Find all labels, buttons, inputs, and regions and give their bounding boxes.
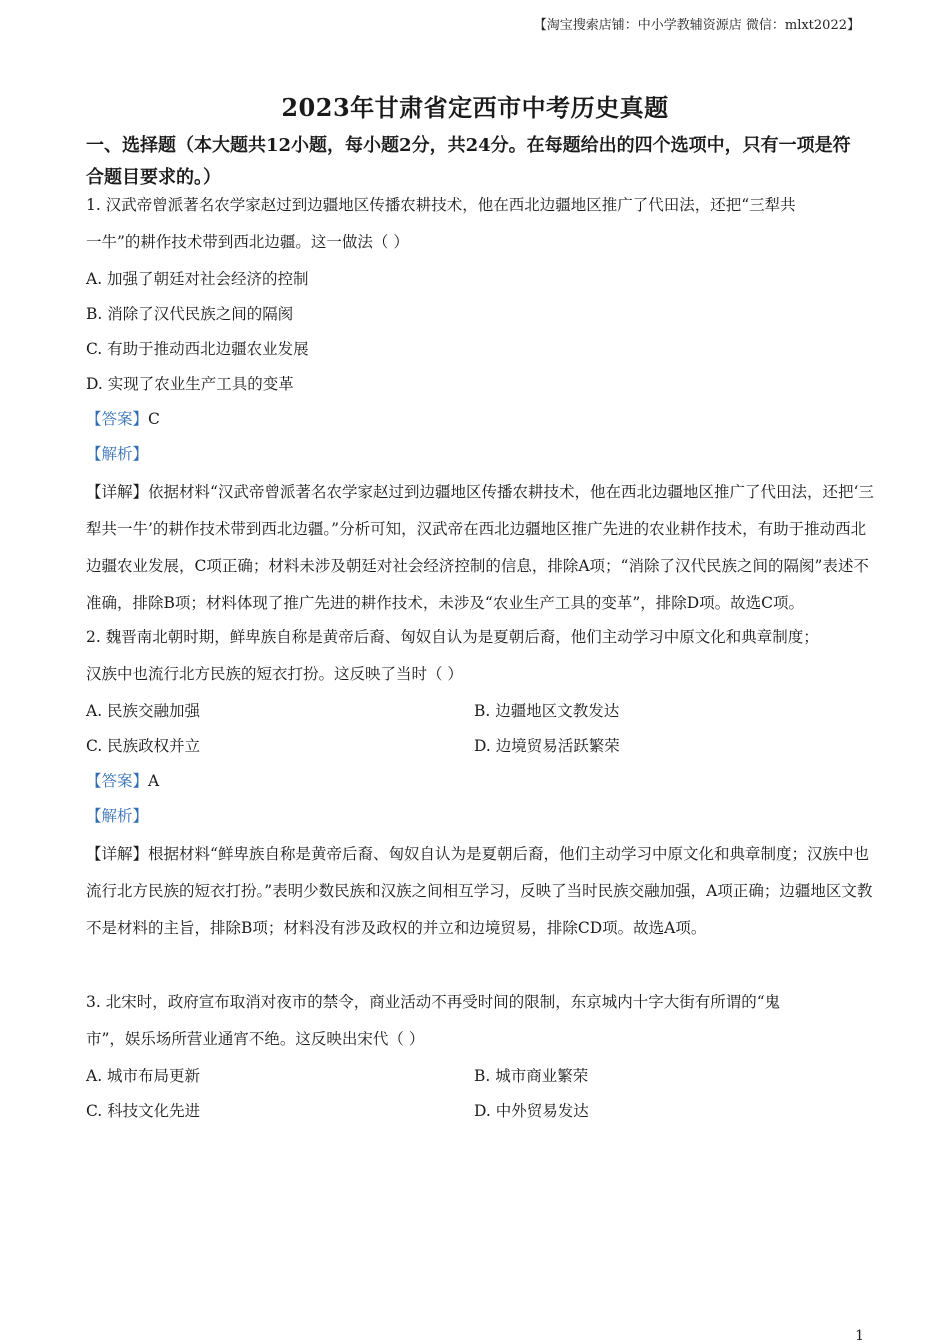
question-1-stem-line1: 1. 汉武帝曾派著名农学家赵过到边疆地区传播农耕技术，他在西北边疆地区推广了代田法，还把“三犁共 [86, 196, 796, 214]
question-1-stem-line2: 一牛”的耕作技术带到西北边疆。这一做法（ ） [86, 233, 409, 251]
answer-value: C [148, 410, 160, 428]
question-1-option-d: D. 实现了农业生产工具的变革 [86, 375, 294, 393]
question-2-option-c: C. 民族政权并立 [86, 737, 201, 755]
question-1-analysis-tag: 【解析】 [86, 445, 149, 463]
question-1 [86, 190, 876, 622]
section-heading: 一、选择题（本大题共12小题，每小题2分，共24分。在每题给出的四个选项中，只有一项是符合题目要求的。） [86, 135, 851, 188]
question-2-options-row-1 [86, 696, 876, 731]
header-note: 【淘宝搜索店铺：中小学教辅资源店 微信：mlxt2022】 [533, 18, 860, 33]
spacer [86, 947, 876, 987]
question-2-options-row-2 [86, 731, 876, 766]
question-2-option-b: B. 边疆地区文教发达 [474, 702, 620, 720]
question-3-stem-line2: 市”，娱乐场所营业通宵不绝。这反映出宋代（ ） [86, 1030, 425, 1048]
question-1-option-a: A. 加强了朝廷对社会经济的控制 [86, 270, 309, 288]
question-1-option-b: B. 消除了汉代民族之间的隔阂 [86, 305, 294, 323]
question-2 [86, 622, 876, 947]
question-2-analysis-tag: 【解析】 [86, 807, 149, 825]
detail-tag: 【详解】 [86, 845, 149, 863]
question-3-stem-line1: 3. 北宋时，政府宣布取消对夜市的禁令，商业活动不再受时间的限制，东京城内十字大街有所谓的“鬼 [86, 993, 781, 1011]
answer-value: A [148, 772, 160, 790]
question-1-option-c: C. 有助于推动西北边疆农业发展 [86, 340, 309, 358]
question-3-options-row-2 [86, 1096, 876, 1131]
question-2-option-a: A. 民族交融加强 [86, 702, 201, 720]
page-number: 1 [855, 1328, 864, 1344]
question-3-option-b: B. 城市商业繁荣 [474, 1067, 589, 1085]
question-1-detail [86, 474, 876, 622]
question-3-option-d: D. 中外贸易发达 [474, 1102, 589, 1120]
question-3 [86, 987, 876, 1131]
answer-tag: 【答案】 [86, 772, 149, 790]
detail-text: 根据材料“鲜卑族自称是黄帝后裔、匈奴自认为是夏朝后裔，他们主动学习中原文化和典章制度；汉族中也流行北方民族的短衣打扮。”表明少数民族和汉族之间相互学习，反映了当时民族交融加强，A项正确；边疆地区文教不是材料的主旨，排除B项；材料没有涉及政权的并立和边境贸易，排除CD项。故选A项。 [86, 845, 873, 937]
page-title: 2023年甘肃省定西市中考历史真题 [281, 93, 669, 122]
question-3-option-a: A. 城市布局更新 [86, 1067, 201, 1085]
question-3-option-c: C. 科技文化先进 [86, 1102, 201, 1120]
detail-text: 依据材料“汉武帝曾派著名农学家赵过到边疆地区传播农耕技术，他在西北边疆地区推广了代田法，还把‘三犁共一牛’的耕作技术带到西北边疆。”分析可知，汉武帝在西北边疆地区推广先进的农业耕作技术，有助于推动西北边疆农业发展，C项正确；材料未涉及朝廷对社会经济控制的信息，排除A项；“消除了汉代民族之间的隔阂”表述不准确，排除B项；材料体现了推广先进的耕作技术，未涉及“农业生产工具的变革”，排除D项。故选C项。 [86, 483, 874, 612]
question-3-options-row-1 [86, 1061, 876, 1096]
detail-tag: 【详解】 [86, 483, 149, 501]
question-2-stem-line1: 2. 魏晋南北朝时期，鲜卑族自称是黄帝后裔、匈奴自认为是夏朝后裔，他们主动学习中原文化和典章制度； [86, 628, 819, 646]
question-2-option-d: D. 边境贸易活跃繁荣 [474, 737, 620, 755]
answer-tag: 【答案】 [86, 410, 149, 428]
question-2-stem-line2: 汉族中也流行北方民族的短衣打扮。这反映了当时（ ） [86, 665, 463, 683]
document-body [86, 190, 876, 1131]
question-2-detail [86, 836, 876, 947]
question-2-answer [86, 766, 876, 801]
question-1-answer [86, 404, 876, 439]
